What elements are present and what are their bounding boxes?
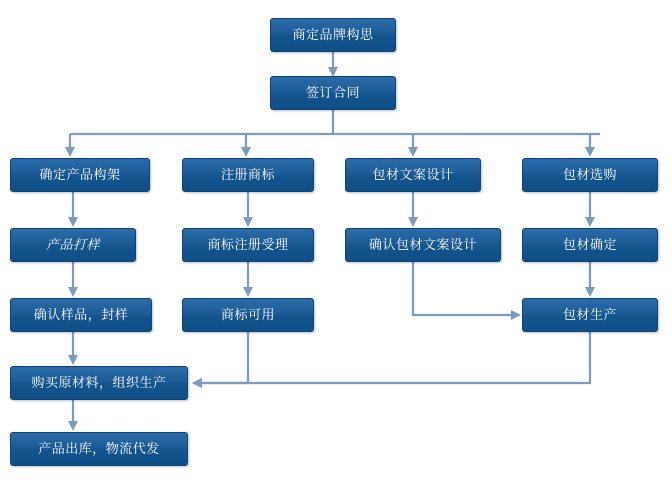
node-label: 商定品牌构思 [292, 26, 374, 42]
node-label: 商标可用 [220, 306, 275, 322]
node-label: 包材确定 [562, 236, 617, 252]
arrowhead-confirm-copy-to-pack-production [511, 310, 521, 320]
node-trademark-available[interactable] [182, 298, 314, 332]
node-product-framework[interactable] [10, 158, 150, 192]
node-buy-materials-organize-production[interactable] [10, 366, 188, 400]
node-label: 确定产品构架 [39, 166, 121, 182]
arrowhead-available-to-production [192, 378, 202, 388]
arrowhead-bus-to-trademark [241, 147, 251, 157]
arrowhead-fixed-to-pack-production [585, 287, 595, 297]
node-packaging-copy-design[interactable] [345, 158, 481, 192]
arrowhead-copy-to-confirm-copy [408, 217, 418, 227]
node-label: 包材文案设计 [372, 166, 454, 182]
arrowhead-bus-to-product-frame [65, 147, 75, 157]
connector-pack-production-to-production [200, 332, 590, 383]
arrowhead-bus-to-material-purchase [585, 147, 595, 157]
connector-confirm-copy-to-pack-production [413, 262, 514, 315]
arrowhead-accept-to-available [243, 287, 253, 297]
node-confirm-sample-seal[interactable] [10, 298, 152, 332]
arrowhead-frame-to-sample [68, 217, 78, 227]
node-packaging-production[interactable] [522, 298, 658, 332]
node-label: 商标注册受理 [207, 236, 289, 252]
arrowhead-pack-production-to-production [192, 378, 202, 388]
node-label: 确认样品，封样 [33, 306, 129, 322]
node-product-sample[interactable] [10, 228, 136, 262]
arrowhead-bus-to-copy-design [408, 147, 418, 157]
node-packaging-purchase[interactable] [522, 158, 658, 192]
node-brand-concept[interactable] [270, 18, 396, 52]
node-label: 注册商标 [220, 166, 275, 182]
node-packaging-confirmed[interactable] [522, 228, 658, 262]
node-label: 产品打样 [45, 236, 100, 252]
node-label: 包材生产 [562, 306, 617, 322]
node-label: 签订合同 [305, 84, 360, 100]
node-sign-contract[interactable] [270, 76, 396, 110]
arrowhead-confirm-to-production [68, 355, 78, 365]
node-label: 确认包材文案设计 [368, 236, 477, 252]
arrowhead-sample-to-confirm [68, 287, 78, 297]
connector-available-to-production [200, 332, 248, 383]
node-label: 购买原材料，组织生产 [31, 374, 167, 390]
node-register-trademark[interactable] [182, 158, 314, 192]
node-trademark-accepted[interactable] [182, 228, 314, 262]
node-label: 产品出库，物流代发 [38, 440, 160, 456]
arrowhead-trademark-to-accept [243, 217, 253, 227]
node-label: 包材选购 [562, 166, 617, 182]
arrowhead-purchase-to-fixed [585, 217, 595, 227]
node-confirm-packaging-copy[interactable] [345, 228, 501, 262]
arrowhead-production-to-shipping [68, 421, 78, 431]
node-product-outbound-dropship[interactable] [10, 432, 188, 466]
